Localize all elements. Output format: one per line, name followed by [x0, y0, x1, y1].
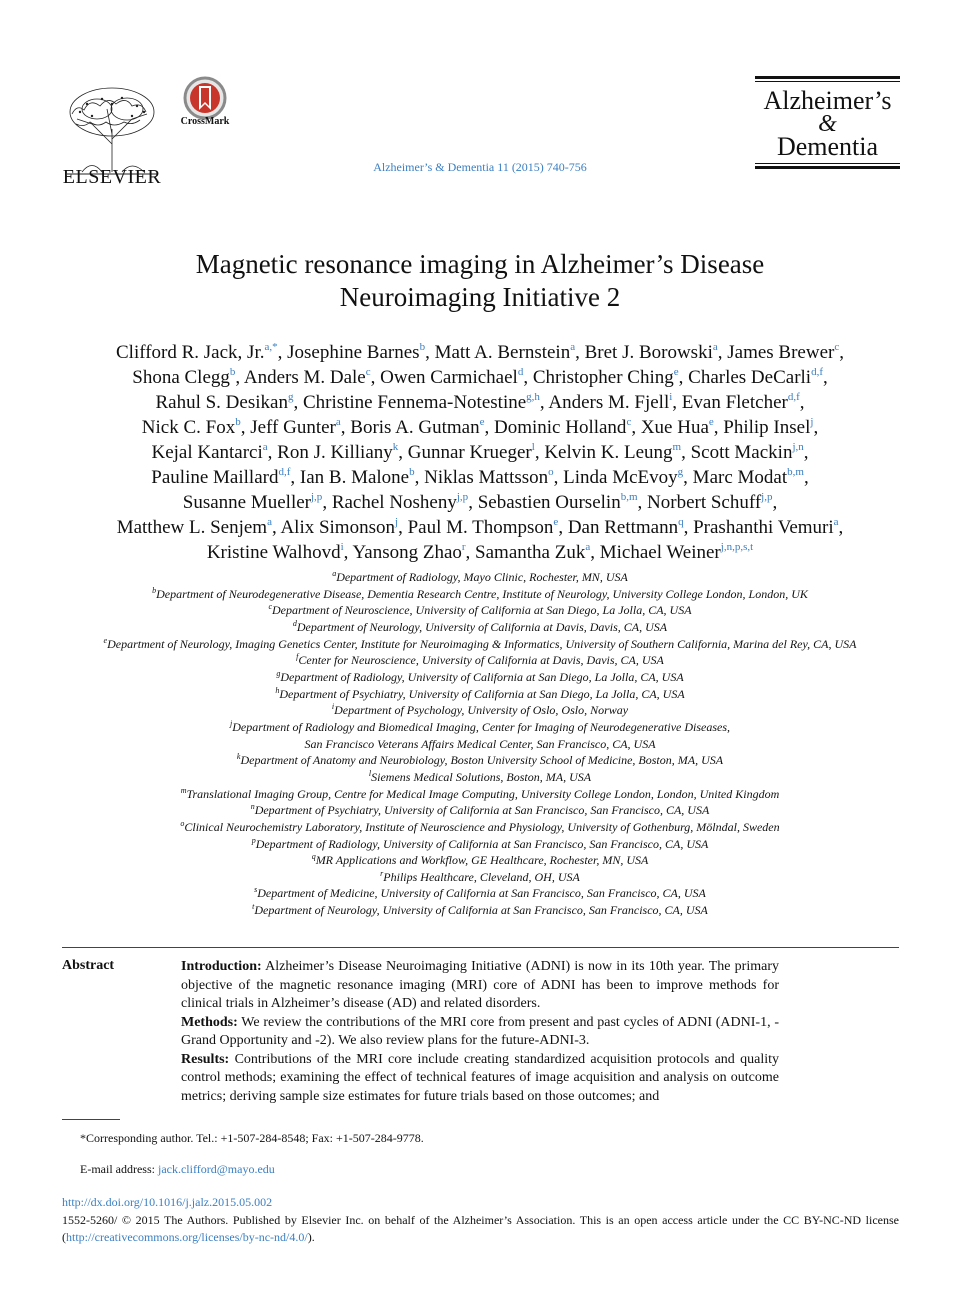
- author-affiliation-marker[interactable]: b: [235, 416, 241, 428]
- affiliation-key: a: [332, 569, 337, 578]
- author-affiliation-marker[interactable]: e: [708, 416, 714, 428]
- abstract-section-text: We review the contributions of the MRI core from present and past cycles of ADNI (ADNI-1, -Grand Opportunity and -2). We also review plans for the future-ADNI-3.: [181, 1014, 779, 1048]
- author-affiliation-marker[interactable]: b: [419, 341, 426, 353]
- author-separator: ,: [672, 392, 682, 413]
- affiliation-text: Department of Neurology, University of California at Davis, Davis, CA, USA: [296, 619, 668, 634]
- author-name[interactable]: Ian B. Malone: [299, 467, 410, 488]
- affiliation: [56, 819, 904, 836]
- affiliation: [56, 902, 904, 919]
- affiliation-text: Department of Neurodegenerative Disease, Dementia Research Centre, Institute of Neurology, University College London, London, UK: [156, 586, 808, 601]
- affiliation: [56, 652, 904, 669]
- author-separator: ,: [713, 417, 724, 438]
- author-affiliation-marker[interactable]: b,m: [620, 491, 638, 503]
- author-separator: ,: [539, 392, 549, 413]
- author-name[interactable]: Susanne Mueller: [182, 492, 311, 513]
- author-name[interactable]: Rahul S. Desikan: [155, 392, 288, 413]
- author-separator: ,: [813, 417, 819, 438]
- author-separator: ,: [823, 367, 828, 388]
- copyright-notice: [62, 1212, 899, 1245]
- affiliation-key: i: [331, 702, 335, 712]
- affiliation: [56, 669, 904, 686]
- author-name[interactable]: Xue Hua: [640, 417, 709, 438]
- affiliation-key: f: [296, 652, 299, 662]
- author-name[interactable]: Matthew L. Senjem: [116, 517, 268, 538]
- author-separator: ,: [343, 542, 353, 563]
- affiliation-text: Department of Neurology, University of California at San Francisco, San Francisco, CA, USA: [254, 903, 708, 918]
- author-separator: ,: [267, 442, 278, 463]
- author-name[interactable]: Kelvin K. Leung: [544, 442, 673, 463]
- author-separator: ,: [277, 342, 288, 363]
- title-line-2: Neuroimaging Initiative 2: [339, 282, 621, 312]
- affiliation-key: k: [236, 752, 241, 762]
- author-separator: ,: [681, 442, 691, 463]
- author-name[interactable]: Charles DeCarli: [688, 367, 812, 388]
- footnote-divider: [62, 1119, 120, 1120]
- affiliation-text: Department of Anatomy and Neurobiology, Boston University School of Medicine, Boston, MA, USA: [240, 753, 724, 768]
- author-separator: ,: [558, 517, 568, 538]
- author-name[interactable]: Alix Simonson: [280, 517, 395, 538]
- affiliation: [56, 636, 904, 653]
- author-affiliation-marker[interactable]: g: [287, 391, 294, 403]
- email-link[interactable]: jack.clifford@mayo.edu: [157, 1162, 275, 1176]
- author-name[interactable]: Christine Fennema-Notestine: [302, 392, 527, 413]
- author-separator: ,: [553, 467, 564, 488]
- author-affiliation-marker[interactable]: i: [669, 391, 673, 403]
- author-separator: ,: [484, 417, 494, 438]
- affiliation-key: c: [268, 602, 273, 612]
- affiliation-key: l: [368, 768, 372, 778]
- author-name[interactable]: Samantha Zuk: [475, 542, 586, 563]
- author-name[interactable]: Josephine Barnes: [287, 342, 420, 363]
- author-separator: ,: [370, 367, 381, 388]
- author-name[interactable]: Scott Mackin: [690, 442, 793, 463]
- article-title: [60, 248, 900, 314]
- affiliation-key: r: [380, 868, 384, 878]
- author-affiliation-marker[interactable]: q: [678, 516, 684, 528]
- author-name[interactable]: Boris A. Gutman: [350, 417, 480, 438]
- affiliation-text: Department of Medicine, University of California at San Francisco, San Francisco, CA, USA: [257, 886, 706, 901]
- author-separator: ,: [839, 342, 844, 363]
- author-affiliation-marker[interactable]: j: [810, 416, 814, 428]
- affiliation-text: Department of Radiology, University of California at San Francisco, San Francisco, CA, USA: [255, 836, 709, 851]
- author-name[interactable]: Evan Fletcher: [681, 392, 788, 413]
- author-name[interactable]: Kristine Walhovd: [206, 542, 341, 563]
- license-link[interactable]: http://creativecommons.org/licenses/by-nc-nd/4.0/: [66, 1229, 308, 1244]
- abstract-section: [181, 1051, 779, 1107]
- affiliation: [56, 619, 904, 636]
- author-name[interactable]: Norbert Schuff: [647, 492, 762, 513]
- author-name[interactable]: Dan Rettmann: [567, 517, 679, 538]
- author-affiliation-marker[interactable]: b: [409, 466, 415, 478]
- affiliation-key: n: [250, 802, 255, 812]
- author-name[interactable]: Paul M. Thompson: [407, 517, 554, 538]
- journal-logo-rule: [755, 166, 900, 169]
- journal-logo-rule: [755, 81, 900, 82]
- author-name[interactable]: Nick C. Fox: [141, 417, 236, 438]
- author-affiliation-marker[interactable]: a: [570, 341, 576, 353]
- abstract-section: [181, 958, 779, 1014]
- author-separator: ,: [838, 517, 844, 538]
- affiliation-text: Siemens Medical Solutions, Boston, MA, USA: [371, 769, 592, 784]
- author-list: [56, 340, 904, 565]
- abstract-body: [181, 958, 779, 1106]
- affiliation-text: MR Applications and Workflow, GE Healthcare, Rochester, MN, USA: [315, 853, 649, 868]
- author-separator: ,: [799, 392, 805, 413]
- affiliation: [56, 802, 904, 819]
- affiliation: [56, 719, 904, 736]
- copyright-text: 1552-5260/ © 2015 The Authors. Published by Elsevier Inc. on behalf of the Alzheimer’s Association. This is an open access article under the CC BY-NC-ND license (: [62, 1213, 899, 1244]
- author-name[interactable]: Prashanthi Vemuri: [693, 517, 834, 538]
- author-affiliation-marker[interactable]: l: [531, 441, 535, 453]
- author-separator: ,: [468, 492, 478, 513]
- author-affiliation-marker[interactable]: j,p: [761, 491, 773, 503]
- author-name[interactable]: Michael Weiner: [599, 542, 721, 563]
- affiliation-key: q: [311, 852, 316, 862]
- author-affiliation-marker[interactable]: m: [672, 441, 682, 453]
- author-name[interactable]: Kejal Kantarci: [151, 442, 263, 463]
- journal-citation[interactable]: Alzheimer’s & Dementia 11 (2015) 740-756: [373, 160, 587, 174]
- abstract-section-heading: Methods:: [181, 1014, 238, 1030]
- affiliation: [56, 885, 904, 902]
- author-separator: ,: [322, 492, 332, 513]
- author-name[interactable]: Dominic Holland: [493, 417, 627, 438]
- affiliation-text: Philips Healthcare, Cleveland, OH, USA: [383, 869, 580, 884]
- author-affiliation-marker[interactable]: e: [479, 416, 485, 428]
- author-affiliation-marker[interactable]: j,n,p,s,t: [720, 541, 754, 553]
- affiliation-text: Department of Radiology, University of California at San Diego, La Jolla, CA, USA: [280, 669, 684, 684]
- author-affiliation-marker[interactable]: d,f: [787, 391, 800, 403]
- author-separator: ,: [678, 367, 689, 388]
- affiliation-list: [56, 569, 904, 919]
- author-affiliation-marker[interactable]: c: [365, 366, 371, 378]
- author-affiliation-marker[interactable]: a: [585, 541, 591, 553]
- author-affiliation-marker[interactable]: e: [673, 366, 679, 378]
- author-affiliation-marker[interactable]: d,f: [278, 466, 291, 478]
- author-separator: ,: [631, 417, 641, 438]
- author-affiliation-marker[interactable]: a: [335, 416, 341, 428]
- author-separator: ,: [414, 467, 425, 488]
- author-separator: ,: [293, 392, 303, 413]
- affiliation-key: o: [180, 818, 185, 828]
- author-separator: ,: [240, 417, 251, 438]
- author-separator: ,: [235, 367, 244, 388]
- author-separator: ,: [683, 517, 694, 538]
- author-name[interactable]: Sebastien Ourselin: [477, 492, 621, 513]
- author-name[interactable]: Linda McEvoy: [563, 467, 678, 488]
- abstract-section-heading: Results:: [181, 1051, 230, 1067]
- section-divider: [62, 947, 899, 948]
- affiliation: [56, 602, 904, 619]
- doi-link[interactable]: http://dx.doi.org/10.1016/j.jalz.2015.05.002: [62, 1195, 273, 1209]
- affiliation-key: d: [292, 618, 297, 628]
- abstract-section: [181, 1014, 779, 1051]
- author-name[interactable]: Shona Clegg: [132, 367, 230, 388]
- author-affiliation-marker[interactable]: j: [395, 516, 399, 528]
- affiliation-text: Department of Radiology and Biomedical Imaging, Center for Imaging of Neurodegenerative Diseases,: [232, 719, 731, 734]
- author-separator: ,: [803, 442, 809, 463]
- abstract-section-text: Contributions of the MRI core include creating standardized acquisition protocols and quality control methods; examining the effect of technical features of image acquisition and analysis on outcome metrics; deriving sample size estimates for future trials based on those outcomes; and: [181, 1051, 780, 1104]
- author-separator: ,: [523, 367, 533, 388]
- journal-logo-rule: [755, 76, 900, 79]
- affiliation-text: Department of Psychology, University of Oslo, Oslo, Norway: [334, 703, 629, 718]
- affiliation-text: Translational Imaging Group, Centre for Medical Image Computing, University College London, London, United Kingdom: [186, 786, 780, 801]
- author-affiliation-marker[interactable]: a: [267, 516, 272, 528]
- author-name[interactable]: Anders M. Dale: [243, 367, 366, 388]
- affiliation-text: Clinical Neurochemistry Laboratory, Institute of Neuroscience and Physiology, University of Gothenburg, Mölndal, Sweden: [184, 819, 780, 834]
- author-affiliation-marker[interactable]: a: [262, 441, 268, 453]
- author-separator: ,: [772, 492, 778, 513]
- abstract-label: Abstract: [62, 958, 115, 973]
- author-separator: ,: [398, 517, 408, 538]
- author-affiliation-marker[interactable]: e: [553, 516, 559, 528]
- affiliation-text: Department of Psychiatry, University of California at San Francisco, San Francisco, CA, USA: [254, 803, 710, 818]
- author-affiliation-marker[interactable]: g,h: [526, 391, 540, 403]
- author-name[interactable]: Gunnar Krueger: [407, 442, 532, 463]
- crossmark-label[interactable]: CrossMark: [180, 116, 230, 127]
- author-separator: ,: [803, 467, 809, 488]
- email-note: [80, 1162, 275, 1177]
- author-name[interactable]: Yansong Zhao: [352, 542, 462, 563]
- affiliation-key: s: [254, 885, 258, 895]
- affiliation-key: p: [251, 835, 256, 845]
- affiliation-key: e: [103, 635, 108, 645]
- affiliation-continuation: San Francisco Veterans Affairs Medical Center, San Francisco, CA, USA: [304, 736, 656, 751]
- author-separator: ,: [398, 442, 408, 463]
- affiliation-key: m: [180, 785, 187, 795]
- author-affiliation-marker[interactable]: k: [392, 441, 399, 453]
- email-label: E-mail address:: [80, 1162, 158, 1176]
- journal-logo-line2: Dementia: [776, 132, 879, 161]
- corresponding-author-note: *Corresponding author. Tel.: +1-507-284-8548; Fax: +1-507-284-9778.: [80, 1131, 424, 1145]
- affiliation-key: t: [252, 902, 255, 912]
- author-affiliation-marker[interactable]: a,*: [264, 341, 278, 353]
- affiliation: [56, 786, 904, 803]
- author-name[interactable]: Christopher Ching: [532, 367, 674, 388]
- affiliation: [56, 836, 904, 853]
- affiliation-text: Department of Neuroscience, University of California at San Diego, La Jolla, CA, USA: [272, 603, 692, 618]
- author-name[interactable]: Rachel Nosheny: [331, 492, 457, 513]
- affiliation: [56, 702, 904, 719]
- author-separator: ,: [340, 417, 351, 438]
- copyright-closing: ).: [307, 1229, 315, 1244]
- title-line-1: Magnetic resonance imaging in Alzheimer’s Disease: [195, 249, 765, 279]
- author-name[interactable]: Niklas Mattsson: [424, 467, 549, 488]
- journal-logo-line1: Alzheimer’s: [763, 86, 892, 115]
- author-name[interactable]: Pauline Maillard: [151, 467, 279, 488]
- author-separator: ,: [534, 442, 545, 463]
- author-affiliation-marker[interactable]: j,n: [792, 441, 804, 453]
- affiliation-text: Department of Psychiatry, University of California at San Diego, La Jolla, CA, USA: [279, 686, 685, 701]
- author-affiliation-marker[interactable]: c: [834, 341, 840, 353]
- author-name[interactable]: Jeff Gunter: [250, 417, 336, 438]
- author-separator: ,: [271, 517, 281, 538]
- author-affiliation-marker[interactable]: g: [677, 466, 684, 478]
- author-affiliation-marker[interactable]: c: [626, 416, 632, 428]
- affiliation: [56, 686, 904, 703]
- affiliation: [56, 852, 904, 869]
- author-separator: ,: [425, 342, 435, 363]
- author-name[interactable]: Matt A. Bernstein: [434, 342, 571, 363]
- abstract-section-heading: Introduction:: [181, 959, 262, 974]
- journal-logo-amp: &: [818, 111, 837, 137]
- affiliation-key: g: [276, 668, 281, 678]
- author-name[interactable]: Clifford R. Jack, Jr.: [116, 342, 265, 363]
- author-affiliation-marker[interactable]: j,p: [311, 491, 323, 503]
- author-separator: ,: [683, 467, 693, 488]
- author-name[interactable]: Owen Carmichael: [380, 367, 518, 388]
- author-affiliation-marker[interactable]: b: [229, 366, 236, 378]
- author-separator: ,: [290, 467, 300, 488]
- abstract-section-text: Alzheimer’s Disease Neuroimaging Initiative (ADNI) is now in its 10th year. The primary objective of the magnetic resonance imaging (MRI) core of ADNI has been to improve methods for clinical trials in Alzheimer’s disease (AD) and related disorders.: [181, 959, 779, 1011]
- author-name[interactable]: Anders M. Fjell: [548, 392, 670, 413]
- journal-logo-rule: [755, 163, 900, 164]
- journal-logo: [755, 76, 900, 169]
- affiliation-key: b: [152, 585, 157, 595]
- affiliation: [56, 569, 904, 586]
- author-affiliation-marker[interactable]: a: [833, 516, 839, 528]
- author-affiliation-marker[interactable]: d,f: [811, 366, 823, 378]
- affiliation: [56, 869, 904, 886]
- affiliation-text: Department of Neurology, Imaging Genetics Center, Institute for Neuroimaging & Informatics, University of Southern California, Marina del Rey, CA, USA: [107, 636, 857, 651]
- affiliation: [56, 769, 904, 786]
- affiliation-text: Department of Radiology, Mayo Clinic, Rochester, MN, USA: [336, 570, 628, 584]
- author-affiliation-marker[interactable]: d: [517, 366, 524, 378]
- author-separator: ,: [717, 342, 728, 363]
- affiliation-key: h: [275, 685, 280, 695]
- author-affiliation-marker[interactable]: o: [548, 466, 554, 478]
- author-name[interactable]: Ron J. Killiany: [277, 442, 393, 463]
- author-affiliation-marker[interactable]: a: [712, 341, 718, 353]
- author-affiliation-marker[interactable]: r: [461, 541, 466, 553]
- affiliation: [56, 586, 904, 603]
- publisher-name: ELSEVIER: [62, 166, 162, 188]
- author-separator: ,: [590, 542, 600, 563]
- affiliation-key: j: [229, 718, 233, 728]
- author-name[interactable]: Marc Modat: [692, 467, 788, 488]
- author-name[interactable]: James Brewer: [727, 342, 835, 363]
- author-affiliation-marker[interactable]: b,m: [787, 466, 804, 478]
- author-name[interactable]: Philip Insel: [723, 417, 811, 438]
- author-affiliation-marker[interactable]: i: [340, 541, 344, 553]
- author-affiliation-marker[interactable]: j,p: [456, 491, 469, 503]
- affiliation-text: Center for Neuroscience, University of California at Davis, Davis, CA, USA: [298, 653, 664, 668]
- author-separator: ,: [465, 542, 476, 563]
- author-separator: ,: [637, 492, 648, 513]
- author-separator: ,: [575, 342, 585, 363]
- affiliation: [56, 752, 904, 769]
- author-name[interactable]: Bret J. Borowski: [584, 342, 713, 363]
